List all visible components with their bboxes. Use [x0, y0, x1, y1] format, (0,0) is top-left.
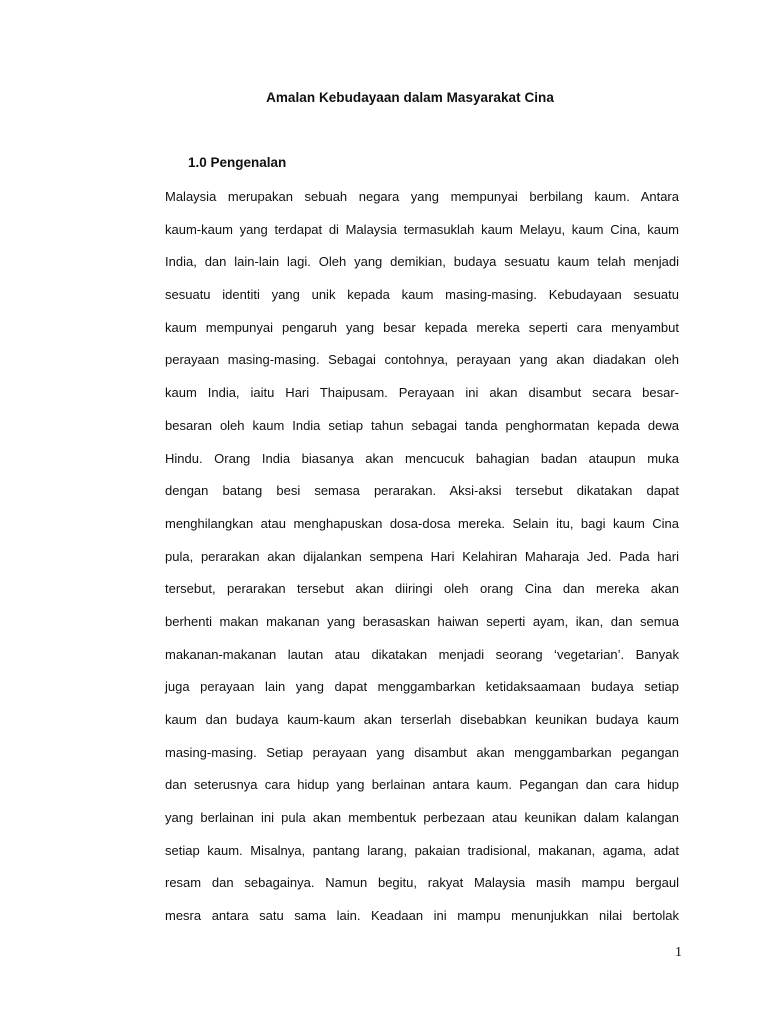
document-title: Amalan Kebudayaan dalam Masyarakat Cina	[266, 90, 554, 105]
paragraph-line: kaum-kaum yang terdapat di Malaysia termasuklah kaum Melayu, kaum Cina, kaum	[165, 221, 679, 237]
paragraph-line: dengan batang besi semasa perarakan. Aksi-aksi tersebut dikatakan dapat	[165, 483, 679, 499]
paragraph-line: menghilangkan atau menghapuskan dosa-dosa mereka. Selain itu, bagi kaum Cina	[165, 515, 679, 531]
paragraph-line: Hindu. Orang India biasanya akan mencucuk bahagian badan ataupun muka	[165, 450, 679, 466]
paragraph-line: kaum India, iaitu Hari Thaipusam. Perayaan ini akan disambut secara besar-	[165, 385, 679, 401]
paragraph-line: kaum dan budaya kaum-kaum akan terserlah disebabkan keunikan budaya kaum	[165, 712, 679, 727]
page-number: 1	[675, 945, 682, 960]
paragraph-line: dan seterusnya cara hidup yang berlainan antara kaum. Pegangan dan cara hidup	[165, 777, 679, 793]
paragraph-line: juga perayaan lain yang dapat menggambarkan ketidaksaamaan budaya setiap	[165, 679, 679, 695]
paragraph-line: resam dan sebagainya. Namun begitu, rakyat Malaysia masih mampu bergaul	[165, 875, 679, 891]
paragraph-line: perayaan masing-masing. Sebagai contohnya, perayaan yang akan diadakan oleh	[165, 352, 679, 368]
paragraph-line: masing-masing. Setiap perayaan yang disambut akan menggambarkan pegangan	[165, 744, 679, 760]
paragraph-line: Malaysia merupakan sebuah negara yang mempunyai berbilang kaum. Antara	[165, 189, 679, 204]
paragraph-line: sesuatu identiti yang unik kepada kaum masing-masing. Kebudayaan sesuatu	[165, 287, 679, 303]
paragraph-line: yang berlainan ini pula akan membentuk perbezaan atau keunikan dalam kalangan	[165, 810, 679, 826]
paragraph-line: tersebut, perarakan tersebut akan diiringi oleh orang Cina dan mereka akan	[165, 581, 679, 597]
section-heading: 1.0 Pengenalan	[188, 155, 287, 170]
paragraph-line: besaran oleh kaum India setiap tahun sebagai tanda penghormatan kepada dewa	[165, 417, 679, 433]
paragraph-line: mesra antara satu sama lain. Keadaan ini mampu menunjukkan nilai bertolak	[165, 908, 679, 924]
paragraph-line: pula, perarakan akan dijalankan sempena Hari Kelahiran Maharaja Jed. Pada hari	[165, 548, 679, 564]
paragraph-line: berhenti makan makanan yang berasaskan haiwan seperti ayam, ikan, dan semua	[165, 613, 679, 629]
body-paragraph	[165, 189, 679, 941]
paragraph-line: makanan-makanan lautan atau dikatakan menjadi seorang ‘vegetarian’. Banyak	[165, 646, 679, 662]
paragraph-line: India, dan lain-lain lagi. Oleh yang demikian, budaya sesuatu kaum telah menjadi	[165, 254, 679, 270]
paragraph-line: kaum mempunyai pengaruh yang besar kepada mereka seperti cara menyambut	[165, 319, 679, 335]
paragraph-line: setiap kaum. Misalnya, pantang larang, pakaian tradisional, makanan, agama, adat	[165, 842, 679, 858]
